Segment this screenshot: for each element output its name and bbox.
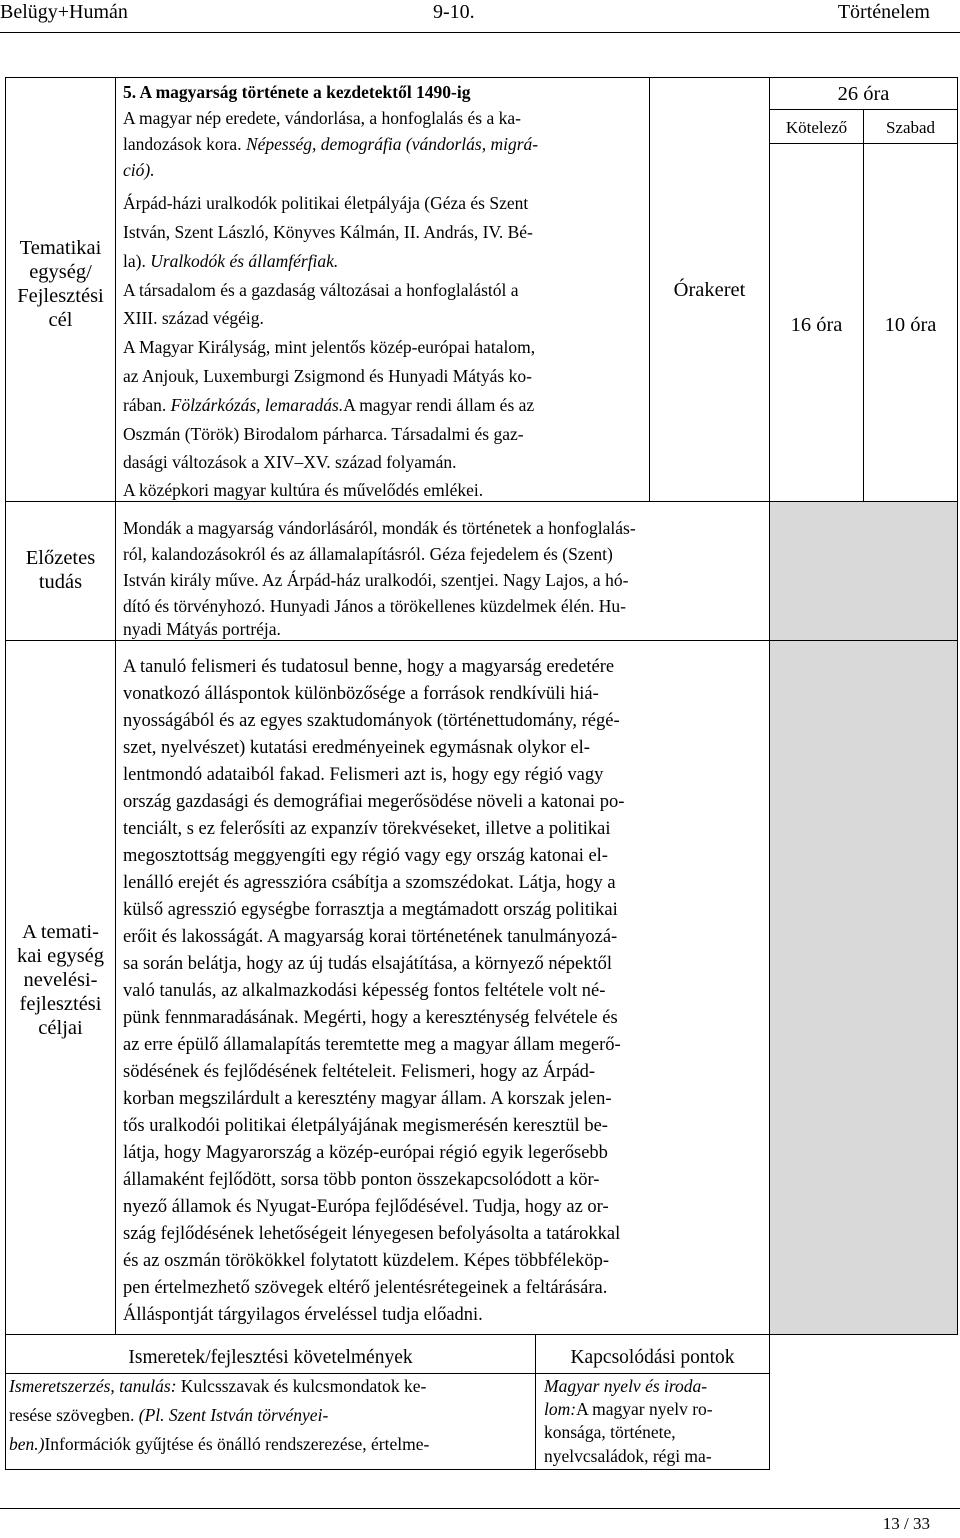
- section-label-goals: A temati- kai egység nevelési- fejlesztési céljai: [16, 921, 105, 1039]
- col-mandatory: Kötelező: [785, 118, 848, 137]
- requirements-heading: Ismeretek/fejlesztési követelmények: [128, 1347, 413, 1368]
- section-label-prior-knowledge: Előzetes tudás: [25, 547, 96, 593]
- header-rule: [0, 32, 960, 33]
- hours-frame-label: Órakeret: [673, 279, 746, 301]
- header-center: 9-10.: [433, 1, 475, 23]
- hours-free: 10 óra: [884, 314, 937, 336]
- header-right: Történelem: [837, 1, 930, 23]
- section-label-thematic-unit: Tematikai egység/ Fejlesztési cél: [17, 237, 104, 331]
- shaded-cell: [770, 502, 957, 640]
- unit-title: 5. A magyarság története a kezdetektől 1490-ig: [123, 82, 471, 102]
- footer-rule: [0, 1508, 960, 1509]
- page-number: 13 / 33: [882, 1514, 930, 1533]
- col-free: Szabad: [885, 118, 936, 137]
- page-header: [0, 0, 960, 28]
- header-left: Belügy+Humán: [0, 1, 128, 23]
- shaded-cell: [770, 641, 957, 1334]
- hours-total: 26 óra: [837, 83, 890, 105]
- connections-heading: Kapcsolódási pontok: [570, 1347, 735, 1368]
- hours-mandatory: 16 óra: [790, 314, 843, 336]
- goals-content: A tanuló felismeri és tudatosul benne, hogy a magyarság eredetére vonatkozó álláspontok különbözősége a források rendkívüli hiá- nyosságából és az egyes szaktudományok (történettudomány, régé- szet, nyelvészet) kutatási eredményeinek egymásnak olykor el- lentmondó adataiból fakad. Felismeri azt is, hogy egy régió vagy ország gazdasági és demográfiai megerősödése növeli a katonai po- tenciált, s ez felerősíti az expanzív törekvéseket, illetve a politikai megosztottság meggyengíti egy régió vagy egy ország katonai el- lenálló erejét és agresszióra csábítja a szomszédokat. Látja, hogy a külső agresszió egységbe forrasztja a megtámadott ország politikai erőit és lakosságát. A magyarság korai történetének tanulmányozá- sa során belátja, hogy az új tudás elsajátítása, a környező népektől való tanulás, az alkalmazkodási képesség fontos feltétele volt né- pünk fennmaradásának. Megérti, hogy a kereszténység felvétele és az erre épülő államalapítás teremtette meg a magyar állam megerő- södésének és fejlődésének feltételeit. Felismeri, hogy az Árpád- korban megszilárdult a keresztény magyar állam. A korszak jelen- tős uralkodói politikai életpályájának megismerésén keresztül be- látja, hogy Magyarország a közép-európai régió egyik legerősebb államaként fejlődött, sorsa több ponton összekapcsolódott a kör- nyező államok és Nyugat-Európa fejlődésével. Tudja, hogy az or- szág fejlődésének lehetőségeit lényegesen befolyásolta a tatárokkal és az oszmán törökökkel folytatott küzdelem. Képes többféleköp- pen értelmezhető szövegek eltérő jelentésrétegeinek a feltárására. Álláspontját tárgyilagos érveléssel tudja előadni.: [123, 657, 625, 1325]
